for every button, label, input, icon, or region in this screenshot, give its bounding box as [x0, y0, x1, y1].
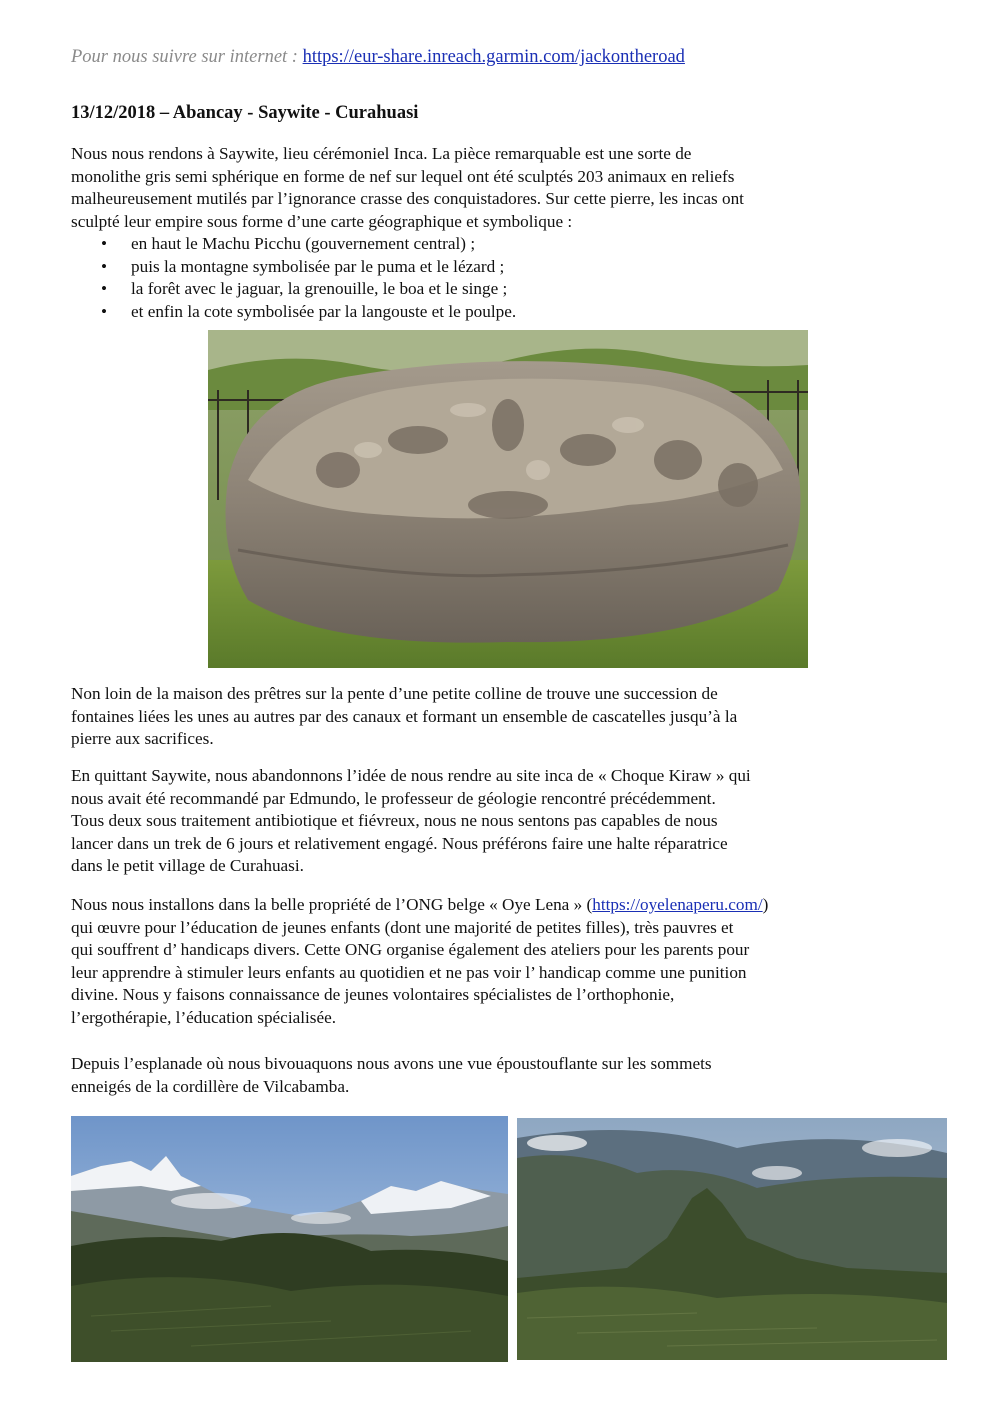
list-item: • la forêt avec le jaguar, la grenouille, le boa et le singe ; — [71, 278, 516, 301]
list-item: • en haut le Machu Picchu (gouvernement central) ; — [71, 233, 516, 256]
view-paragraph — [71, 1053, 951, 1098]
text-line: Non loin de la maison des prêtres sur la pente d’une petite colline de trouve une succession de — [71, 684, 718, 703]
list-item: • et enfin la cote symbolisée par la langouste et le poulpe. — [71, 301, 516, 324]
text-line: leur apprendre à stimuler leurs enfants au quotidien et ne pas voir l’ handicap comme une punition — [71, 962, 747, 982]
saywite-monolith-photo — [208, 330, 808, 668]
follow-line — [71, 47, 685, 68]
text-line — [71, 894, 951, 917]
text-fragment: ) — [762, 895, 769, 914]
list-item: • puis la montagne symbolisée par le puma et le lézard ; — [71, 256, 516, 279]
text-line: Tous deux sous traitement antibiotique et fiévreux, nous ne nous sentons pas capables de nous — [71, 811, 718, 831]
text-line: qui souffrent d’ handicaps divers. Cette ONG organise également des ateliers pour les parents pour — [71, 940, 750, 960]
map-bullet-list — [71, 233, 516, 323]
valley-peak-photo — [517, 1118, 947, 1360]
text-line: divine. Nous y faisons connaissance de jeunes volontaires spécialistes de l’orthophonie, — [71, 985, 675, 1005]
text-line: qui œuvre pour l’éducation de jeunes enfants (dont une majorité de petites filles), très pauvres et — [71, 917, 734, 937]
text-line: lancer dans un trek de 6 jours et relativement engagé. Nous préférons faire une halte réparatrice — [71, 833, 728, 853]
text-line: En quittant Saywite, nous abandonnons l’idée de nous rendre au site inca de « Choque Kiraw » qui — [71, 766, 751, 785]
text-line: fontaines liées les unes au autres par des canaux et formant un ensemble de cascatelles jusqu’à la — [71, 706, 738, 726]
text-line: Nous nous rendons à Saywite, lieu cérémoniel Inca. La pièce remarquable est une sorte de — [71, 144, 692, 163]
text-line: Depuis l’esplanade où nous bivouaquons nous avons une vue époustouflante sur les sommets — [71, 1054, 712, 1073]
intro-paragraph — [71, 143, 951, 233]
ngo-paragraph — [71, 894, 951, 1030]
follow-label: Pour nous suivre sur internet : — [71, 47, 303, 67]
leaving-paragraph — [71, 765, 951, 878]
text-line: sculpté leur empire sous forme d’une carte géographique et symbolique : — [71, 211, 573, 231]
entry-title: 13/12/2018 – Abancay - Saywite - Curahuasi — [71, 103, 419, 123]
ngo-website-link[interactable]: https://oyelenaperu.com/ — [592, 895, 763, 914]
text-line: enneigés de la cordillère de Vilcabamba. — [71, 1076, 350, 1096]
text-fragment: Nous nous installons dans la belle propriété de l’ONG belge « Oye Lena » ( — [71, 895, 593, 914]
fountains-paragraph — [71, 683, 951, 751]
tracking-link[interactable]: https://eur-share.inreach.garmin.com/jackontheroad — [302, 47, 685, 67]
text-line: l’ergothérapie, l’éducation spécialisée. — [71, 1007, 337, 1027]
snowy-peaks-photo — [71, 1116, 508, 1362]
text-line: malheureusement mutilés par l’ignorance crasse des conquistadores. Sur cette pierre, les incas ont — [71, 189, 744, 209]
text-line: dans le petit village de Curahuasi. — [71, 856, 304, 876]
text-line: pierre aux sacrifices. — [71, 729, 214, 749]
text-line: nous avait été recommandé par Edmundo, le professeur de géologie rencontré précédemment. — [71, 788, 716, 808]
text-line: monolithe gris semi sphérique en forme de nef sur lequel ont été sculptés 203 animaux en reliefs — [71, 166, 735, 186]
